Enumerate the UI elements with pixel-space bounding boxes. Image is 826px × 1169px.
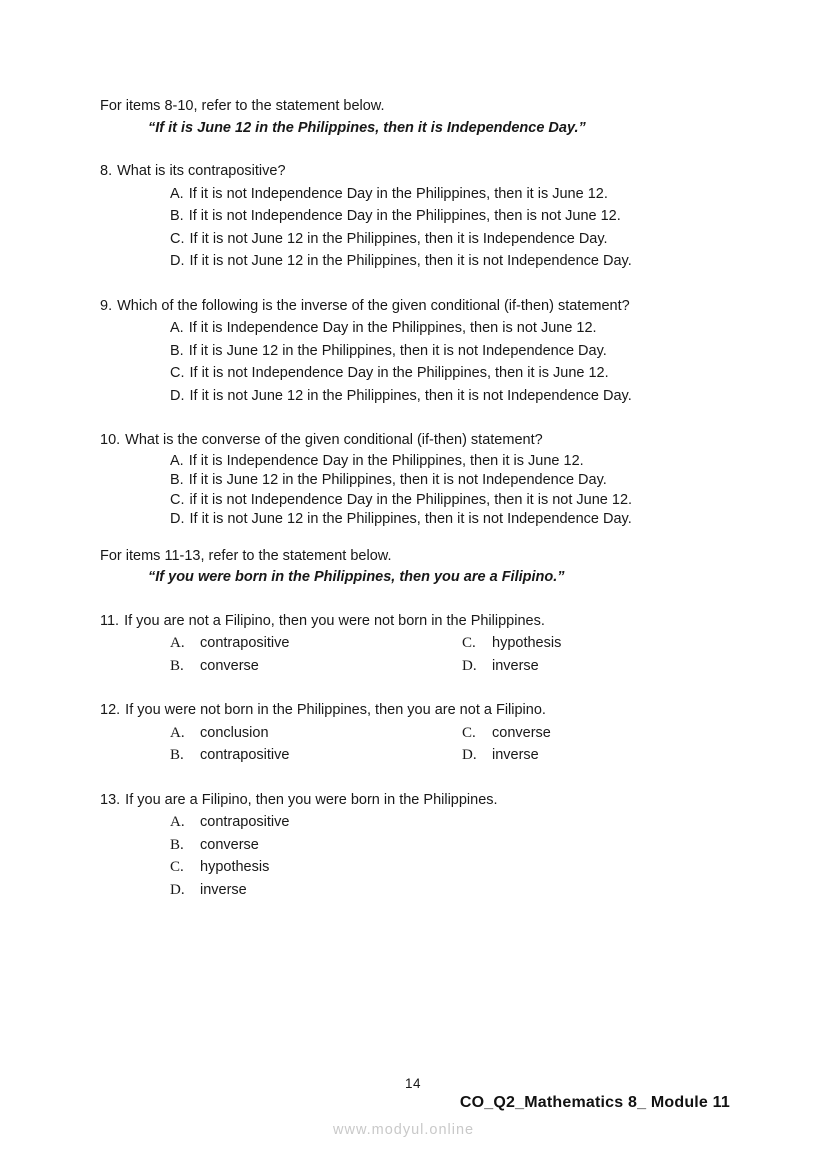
question-10-stem — [100, 430, 740, 452]
question-9-stem — [100, 296, 740, 318]
question-9-options — [170, 317, 740, 407]
option — [170, 722, 462, 745]
option-letter: C. — [170, 491, 185, 508]
option-letter: C. — [170, 230, 185, 247]
option — [170, 340, 740, 363]
option-text: contrapositive — [200, 814, 290, 831]
option-letter: A. — [170, 185, 184, 202]
question-text: What is the converse of the given conditional (if-then) statement? — [125, 432, 543, 448]
option-text: conclusion — [200, 724, 269, 741]
page-number: 14 — [404, 1076, 422, 1091]
option-letter: B. — [170, 836, 184, 853]
option — [170, 879, 740, 902]
option-row — [170, 655, 740, 678]
option-text: If it is not Independence Day in the Philippines, then is not June 12. — [188, 208, 621, 224]
option — [170, 510, 740, 530]
option-letter: A. — [170, 724, 185, 741]
option-text: inverse — [200, 881, 247, 898]
option — [462, 722, 551, 745]
option-text: If it is not June 12 in the Philippines, then it is not Independence Day. — [189, 253, 632, 269]
question-8 — [100, 161, 740, 273]
option-letter: A. — [170, 635, 185, 652]
question-12-stem — [100, 700, 740, 722]
option — [462, 632, 561, 655]
question-10-options — [170, 452, 740, 530]
option-letter: A. — [170, 814, 185, 831]
option-text: if it is not Independence Day in the Philippines, then it is not June 12. — [189, 491, 633, 508]
option — [170, 471, 740, 491]
option — [170, 452, 740, 472]
page-content — [100, 96, 740, 901]
option-text: If it is not June 12 in the Philippines, then it is not Independence Day. — [189, 387, 632, 404]
option-row — [170, 744, 740, 767]
option — [170, 744, 462, 767]
question-text: What is its contrapositive? — [117, 163, 286, 179]
question-12 — [100, 700, 740, 767]
question-text: Which of the following is the inverse of the given conditional (if-then) statement? — [117, 297, 630, 314]
option — [170, 228, 740, 251]
option-text: If it is not June 12 in the Philippines, then it is Independence Day. — [189, 230, 608, 247]
module-footer-label: CO_Q2_Mathematics 8_ Module 11 — [459, 1094, 730, 1111]
question-number: 12. — [100, 702, 121, 719]
section-intro-items-8-10: For items 8-10, refer to the statement below. — [100, 98, 385, 114]
question-11-stem — [100, 611, 740, 633]
question-9 — [100, 296, 740, 408]
section-intro-items-11-13: For items 11-13, refer to the statement below. — [100, 547, 392, 564]
question-number: 8. — [100, 163, 113, 179]
conditional-statement-1: “If it is June 12 in the Philippines, then it is Independence Day.” — [148, 119, 586, 136]
option-letter: A. — [170, 320, 184, 336]
question-number: 9. — [100, 297, 113, 314]
option — [170, 632, 462, 655]
option — [170, 856, 740, 879]
option-text: If it is Independence Day in the Philippines, then it is June 12. — [188, 452, 584, 469]
question-number: 11. — [100, 612, 120, 629]
option-text: converse — [492, 724, 551, 741]
option-text: If it is not June 12 in the Philippines, then it is not Independence Day. — [189, 511, 632, 528]
option-letter: B. — [170, 208, 184, 224]
option-letter: C. — [170, 859, 184, 876]
question-8-options — [170, 183, 740, 273]
option-text: hypothesis — [200, 859, 270, 876]
option-text: contrapositive — [200, 635, 290, 652]
question-10 — [100, 430, 740, 530]
question-number: 10. — [100, 432, 121, 448]
option-text: If it is June 12 in the Philippines, then it is not Independence Day. — [188, 472, 607, 489]
option — [170, 205, 740, 228]
question-text: If you were not born in the Philippines, then you are not a Filipino. — [125, 702, 546, 719]
option-text: hypothesis — [492, 635, 562, 652]
option-letter: A. — [170, 452, 184, 469]
option-row — [170, 722, 740, 745]
option — [170, 183, 740, 206]
question-text: If you are a Filipino, then you were born in the Philippines. — [125, 791, 498, 808]
option-text: If it is Independence Day in the Philippines, then is not June 12. — [188, 320, 597, 336]
question-text: If you are not a Filipino, then you were not born in the Philippines. — [124, 612, 545, 629]
option-letter: B. — [170, 657, 184, 674]
option-letter: B. — [170, 472, 184, 489]
option-text: converse — [200, 657, 259, 674]
option — [170, 655, 462, 678]
option-letter: D. — [170, 387, 185, 404]
option-text: contrapositive — [200, 747, 290, 764]
question-8-stem — [100, 161, 740, 183]
option — [170, 317, 740, 340]
option-letter: B. — [170, 747, 184, 764]
option-letter: D. — [170, 511, 185, 528]
option-row — [170, 632, 740, 655]
question-13 — [100, 790, 740, 902]
option-text: If it is June 12 in the Philippines, then it is not Independence Day. — [188, 342, 607, 359]
section-items-11-13 — [100, 546, 740, 589]
option-letter: B. — [170, 342, 184, 359]
option-text: If it is not Independence Day in the Philippines, then it is June 12. — [188, 185, 608, 202]
question-11-options — [170, 632, 740, 677]
option — [170, 491, 740, 511]
question-13-options — [170, 811, 740, 901]
option — [170, 385, 740, 408]
option — [170, 250, 740, 273]
question-11 — [100, 611, 740, 678]
option-letter: D. — [462, 747, 477, 764]
option-text: inverse — [492, 747, 539, 764]
question-12-options — [170, 722, 740, 767]
option — [170, 362, 740, 385]
watermark-text: www.modyul.online — [333, 1122, 475, 1138]
option-letter: D. — [170, 881, 185, 898]
question-number: 13. — [100, 791, 121, 808]
option-text: inverse — [492, 657, 539, 674]
option-letter: C. — [462, 635, 476, 652]
option — [462, 744, 539, 767]
option-text: If it is not Independence Day in the Philippines, then it is June 12. — [189, 365, 609, 381]
option — [170, 834, 740, 857]
option-letter: C. — [462, 724, 476, 741]
option — [170, 811, 740, 834]
option-letter: D. — [462, 657, 477, 674]
conditional-statement-2: “If you were born in the Philippines, then you are a Filipino.” — [148, 569, 565, 586]
option-letter: D. — [170, 253, 185, 269]
question-13-stem — [100, 790, 740, 812]
option — [462, 655, 539, 678]
option-text: converse — [200, 836, 259, 853]
option-letter: C. — [170, 365, 185, 381]
